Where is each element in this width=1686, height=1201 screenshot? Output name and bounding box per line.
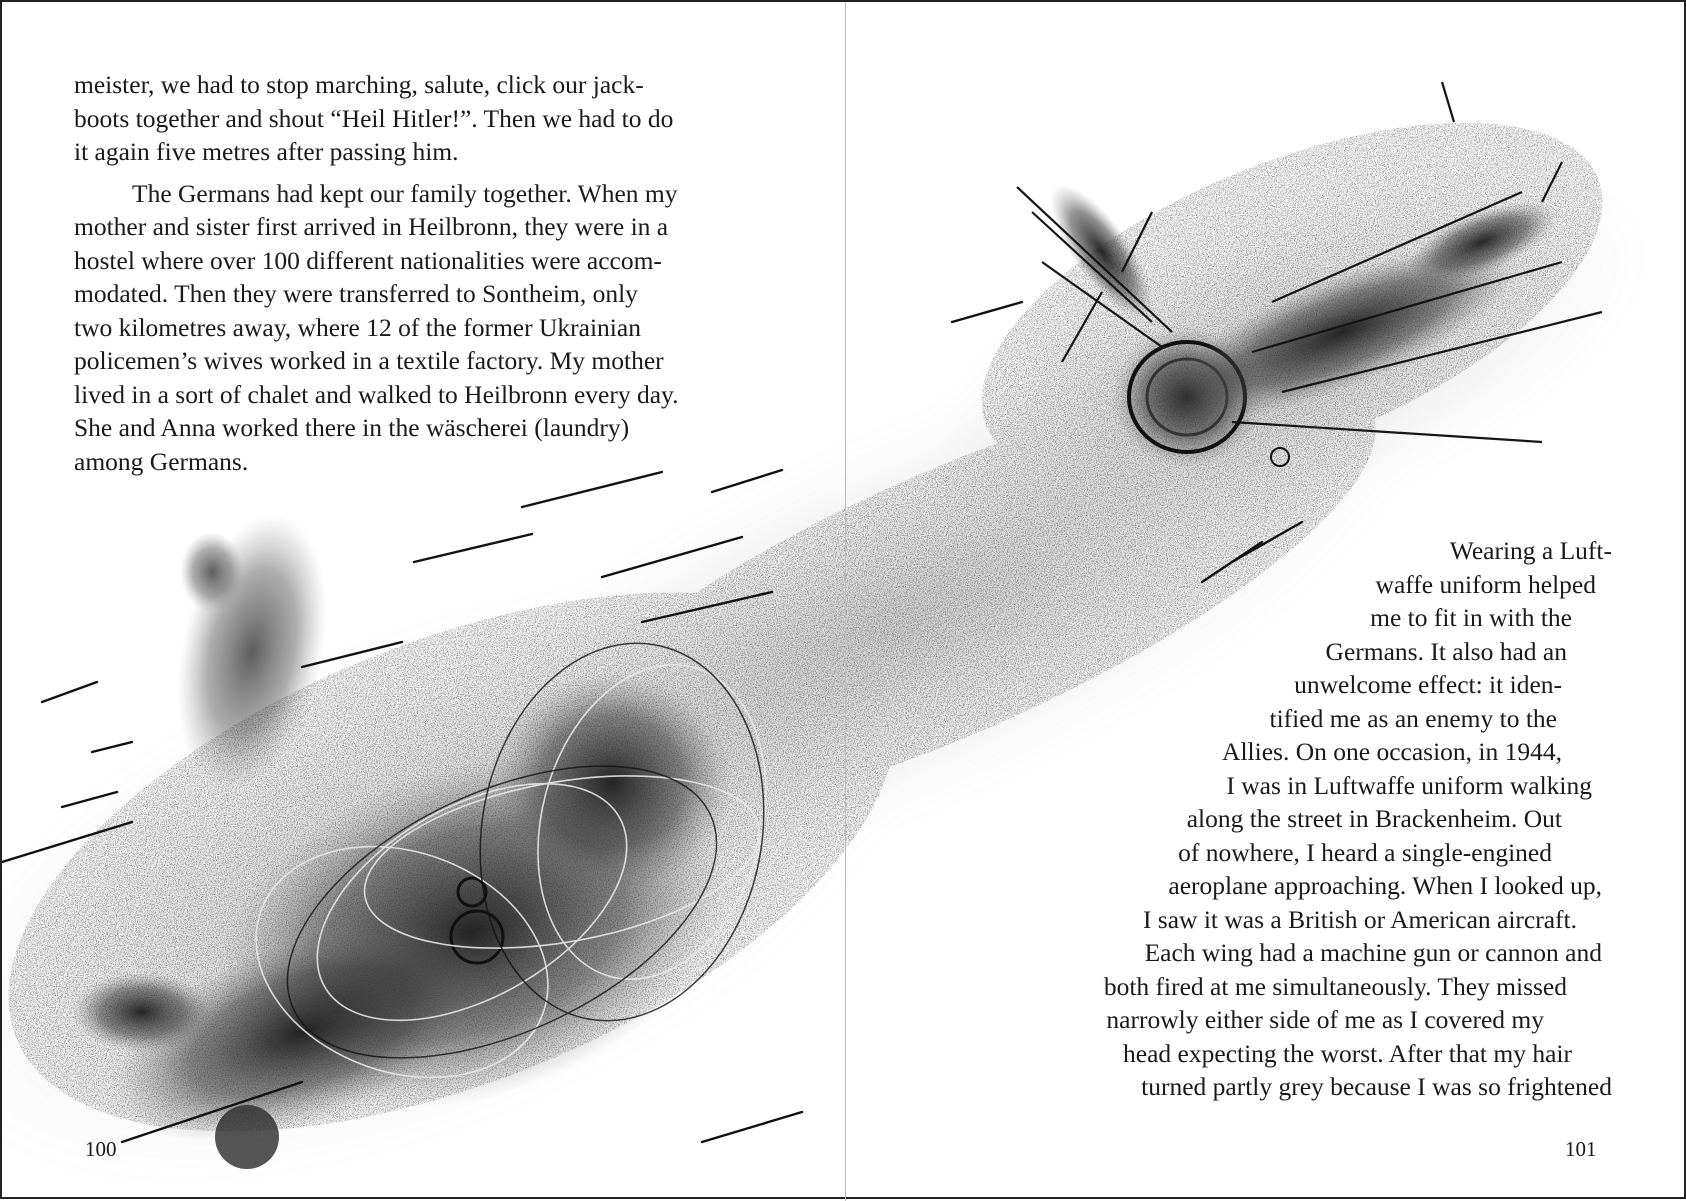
text-line: it again five metres after passing him. xyxy=(74,137,459,166)
paragraph-continuation xyxy=(74,68,754,169)
text-line: among Germans. xyxy=(74,446,249,476)
text-line: both fired at me simultaneously. They missed xyxy=(1103,971,1567,1001)
text-line: mother and sister first arrived in Heilbronn, they were in a xyxy=(74,212,669,241)
text-line: aeroplane approaching. When I looked up, xyxy=(1168,871,1602,900)
text-line: hostel where over 100 different nationalities were accom- xyxy=(74,245,662,275)
text-line: Each wing had a machine gun or cannon and xyxy=(1144,938,1602,967)
text-line: policemen’s wives worked in a textile factory. My mother xyxy=(74,346,664,375)
text-line: meister, we had to stop marching, salute, click our jack- xyxy=(74,70,644,99)
text-line: I saw it was a British or American aircraft. xyxy=(1142,904,1577,934)
text-line: Germans. It also had an xyxy=(1325,636,1567,666)
text-line: head expecting the worst. After that my hair xyxy=(1123,1038,1572,1068)
text-line: boots together and shout “Heil Hitler!”. Then we had to do xyxy=(74,103,674,133)
right-body-text xyxy=(1082,534,1612,1104)
page-number: 100 xyxy=(85,1137,117,1161)
text-line: lived in a sort of chalet and walked to Heilbronn every day. xyxy=(74,379,679,409)
text-line: unwelcome effect: it iden- xyxy=(1294,670,1562,699)
left-body-text xyxy=(74,68,754,478)
text-line: Wearing a Luft- xyxy=(1449,536,1612,565)
page-number: 101 xyxy=(1565,1137,1597,1161)
text-line: me to fit in with the xyxy=(1370,603,1572,632)
text-line: The Germans had kept our family together. When my xyxy=(132,178,678,208)
left-page xyxy=(2,2,845,1201)
text-line: tified me as an enemy to the xyxy=(1269,703,1557,733)
text-line: modated. Then they were transferred to Sontheim, only xyxy=(74,279,638,308)
text-line: narrowly either side of me as I covered my xyxy=(1106,1005,1544,1034)
text-line: Allies. On one occasion, in 1944, xyxy=(1222,737,1562,766)
text-line: along the street in Brackenheim. Out xyxy=(1186,804,1562,833)
text-line: waffe uniform helped xyxy=(1375,569,1596,599)
text-line: She and Anna worked there in the wäscherei (laundry) xyxy=(74,413,630,442)
text-line: of nowhere, I heard a single-engined xyxy=(1178,837,1552,867)
paragraph-family xyxy=(74,177,754,479)
text-line: turned partly grey because I was so frightened xyxy=(1141,1072,1612,1101)
text-line: two kilometres away, where 12 of the former Ukrainian xyxy=(74,312,641,342)
text-line: I was in Luftwaffe uniform walking xyxy=(1226,770,1592,800)
